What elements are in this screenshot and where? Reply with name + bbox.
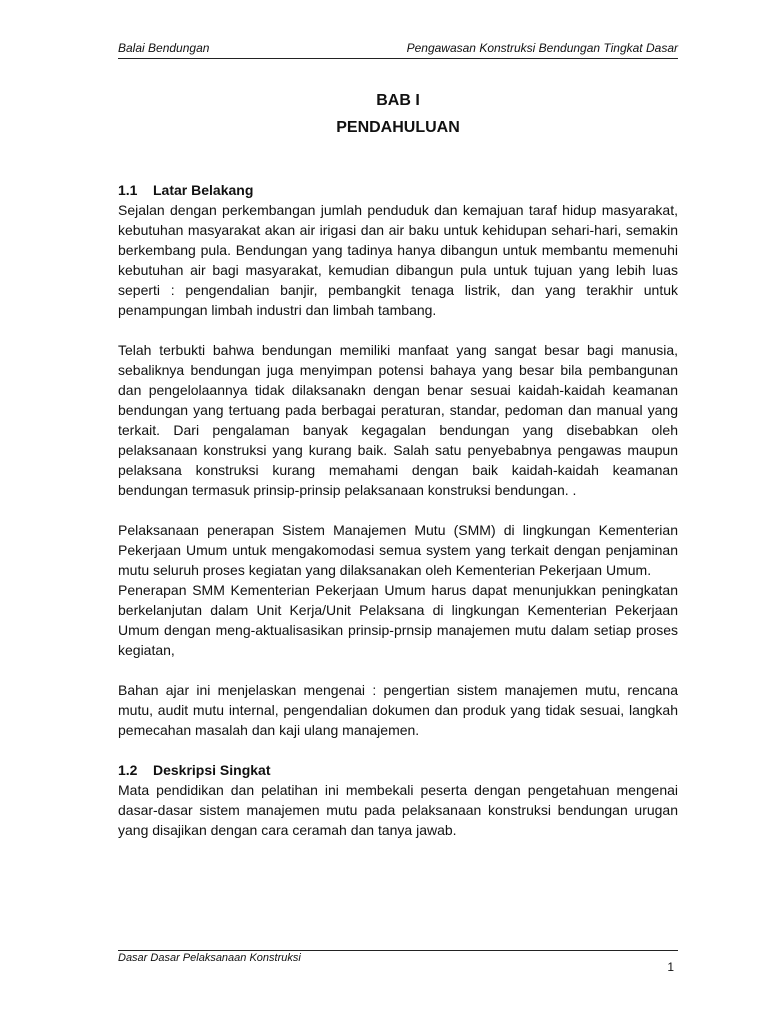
section-title: Deskripsi Singkat <box>153 762 271 778</box>
page-header <box>118 40 678 59</box>
section-title: Latar Belakang <box>153 182 254 198</box>
footer-left-text: Dasar Dasar Pelaksanaan Konstruksi <box>118 952 301 964</box>
chapter-title: PENDAHULUAN <box>336 119 460 136</box>
page-number: 1 <box>667 960 674 974</box>
page-footer <box>118 950 678 974</box>
section-number: 1.2 <box>118 762 138 778</box>
paragraph: Bahan ajar ini menjelaskan mengenai : pengertian sistem manajemen mutu, rencana mutu, audit mutu internal, pengendalian dokumen dan produk yang tidak sesuai, langkah pemecahan masalah dan kaji ulang manajemen. <box>118 682 678 738</box>
header-left-text: Balai Bendungan <box>118 41 210 55</box>
paragraph: Telah terbukti bahwa bendungan memiliki manfaat yang sangat besar bagi manusia, sebaliknya bendungan juga menyimpan potensi bahaya yang besar bila pembangunan dan pengelolaannya tidak dilaksanakn dengan benar sesuai kaidah-kaidah keamanan bendungan yang tertuang pada berbagai peraturan, standar, pedoman dan manual yang terkait. Dari pengalaman banyak kegagalan bendungan yang disebabkan oleh pelaksanaan konstruksi yang kurang baik. Salah satu penyebabnya pengawas maupun pelaksana konstruksi kurang memahami dengan baik kaidah-kaidah keamanan bendungan termasuk prinsip-prinsip pelaksanaan konstruksi bendungan. . <box>118 342 678 498</box>
header-right-text: Pengawasan Konstruksi Bendungan Tingkat Dasar <box>406 41 678 55</box>
section-heading-1-1 <box>118 180 678 200</box>
paragraph: Mata pendidikan dan pelatihan ini membekali peserta dengan pengetahuan mengenai dasar-dasar sistem manajemen mutu pada pelaksanaan konstruksi bendungan urugan yang disajikan dengan cara ceramah dan tanya jawab. <box>118 782 678 838</box>
paragraph: Pelaksanaan penerapan Sistem Manajemen Mutu (SMM) di lingkungan Kementerian Pekerjaan Umum untuk mengakomodasi semua system yang terkait dengan penjaminan mutu seluruh proses kegiatan yang dilaksanakan oleh Kementerian Pekerjaan Umum. <box>118 522 678 578</box>
paragraph: Sejalan dengan perkembangan jumlah penduduk dan kemajuan taraf hidup masyarakat, kebutuhan masyarakat akan air irigasi dan air baku untuk kehidupan sehari-hari, semakin berkembang pula. Bendungan yang tadinya hanya dibangun untuk membantu memenuhi kebutuhan air bagi masyarakat, kemudian dibangun pula untuk tujuan yang lebih luas seperti : pengendalian banjir, pembangkit tenaga listrik, dan yang terakhir untuk penampungan limbah industri dan limbah tambang. <box>118 202 678 318</box>
chapter-number: BAB I <box>376 92 420 109</box>
section-number: 1.1 <box>118 182 138 198</box>
document-body <box>118 180 678 860</box>
paragraph: Penerapan SMM Kementerian Pekerjaan Umum harus dapat menunjukkan peningkatan berkelanjutan dalam Unit Kerja/Unit Pelaksana di lingkungan Kementerian Pekerjaan Umum dengan meng-aktualisasikan prinsip-prnsip manajemen mutu dalam setiap proses kegiatan, <box>118 582 678 658</box>
section-heading-1-2 <box>118 760 678 780</box>
